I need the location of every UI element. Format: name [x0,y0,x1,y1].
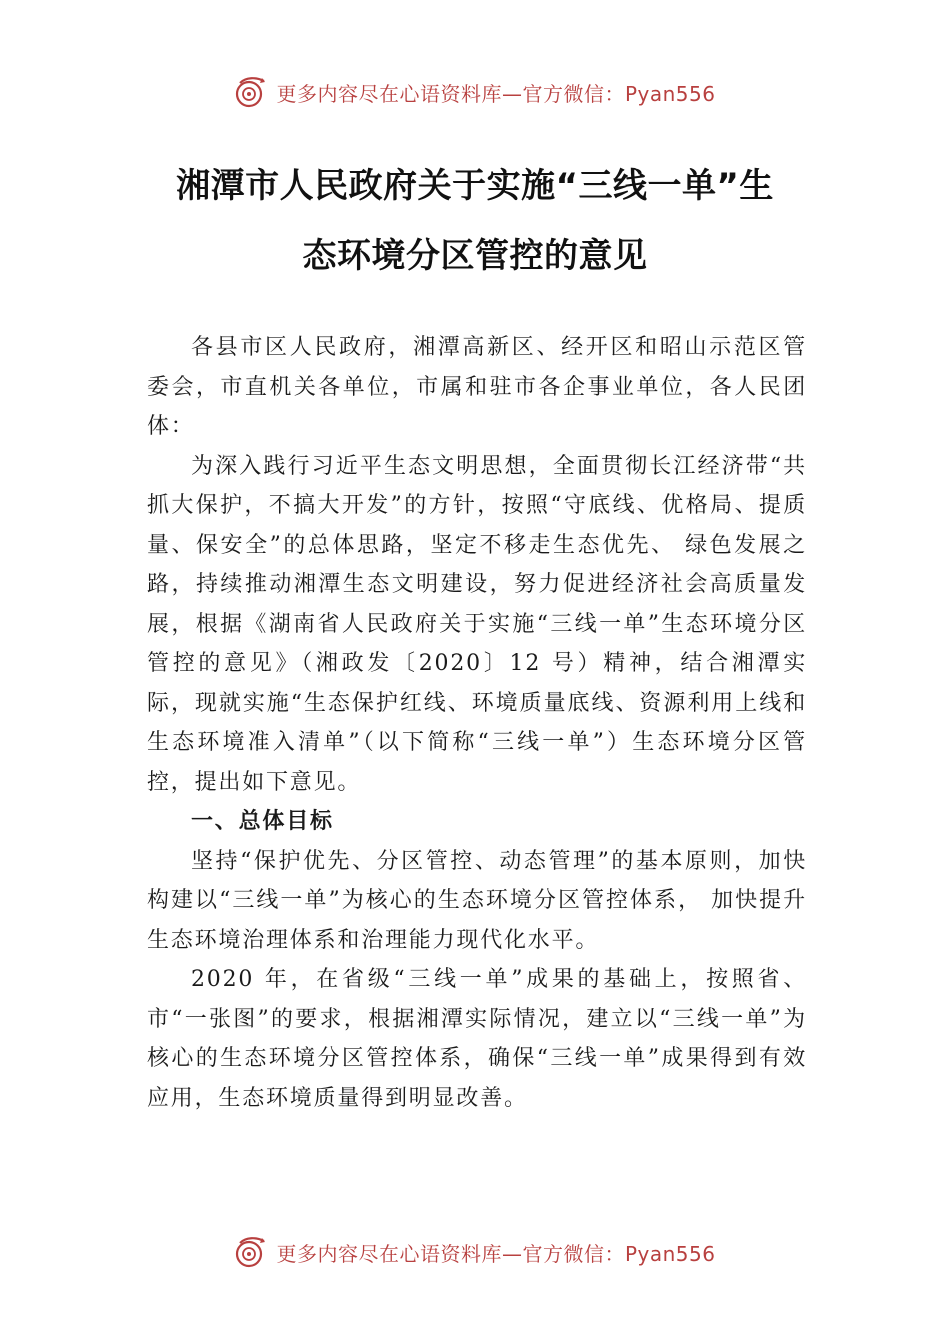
document-body [147,328,807,1118]
body-paragraph: 为深入践行习近平生态文明思想，全面贯彻长江经济带“共抓大保护，不搞大开发”的方针，按照“守底线、优格局、提质量、保安全”的总体思路，坚定不移走生态优先、 绿色发展之路，持续推动湘潭生态文明建设，努力促进经济社会高质量发展，根据《湖南省人民政府关于实施“三线一单”生态环境分区管控的意见》（湘政发〔2020〕12 号）精神，结合湘潭实际，现就实施“生态保护红线、环境质量底线、资源利用上线和生态环境准入清单”（以下简称“三线一单”）生态环境分区管控，提出如下意见。 [147,453,807,795]
top-watermark-banner [0,68,950,116]
document-title-line-2: 态环境分区管控的意见 [302,236,648,276]
watermark-text: 更多内容尽在心语资料库—官方微信：Pyan556 [276,81,716,106]
watermark-text: 更多内容尽在心语资料库—官方微信：Pyan556 [276,1241,716,1266]
body-paragraph: 2020 年，在省级“三线一单”成果的基础上，按照省、市“一张图”的要求，根据湘潭实际情况，建立以“三线一单”为核心的生态环境分区管控体系，确保“三线一单”成果得到有效应用，生态环境质量得到明显改善。 [147,967,807,1111]
addressee-paragraph: 各县市区人民政府，湘潭高新区、经开区和昭山示范区管委会，市直机关各单位，市属和驻市各企事业单位，各人民团体： [147,335,807,439]
document-title-line-1: 湘潭市人民政府关于实施“三线一单”生 [176,166,774,206]
body-paragraph: 坚持“保护优先、分区管控、动态管理”的基本原则，加快构建以“三线一单”为核心的生态环境分区管控体系， 加快提升生态环境治理体系和治理能力现代化水平。 [147,848,807,953]
section-heading: 一、总体目标 [191,809,334,834]
logo-icon [234,75,268,109]
bottom-watermark-banner [0,1228,950,1276]
logo-icon [234,1235,268,1269]
